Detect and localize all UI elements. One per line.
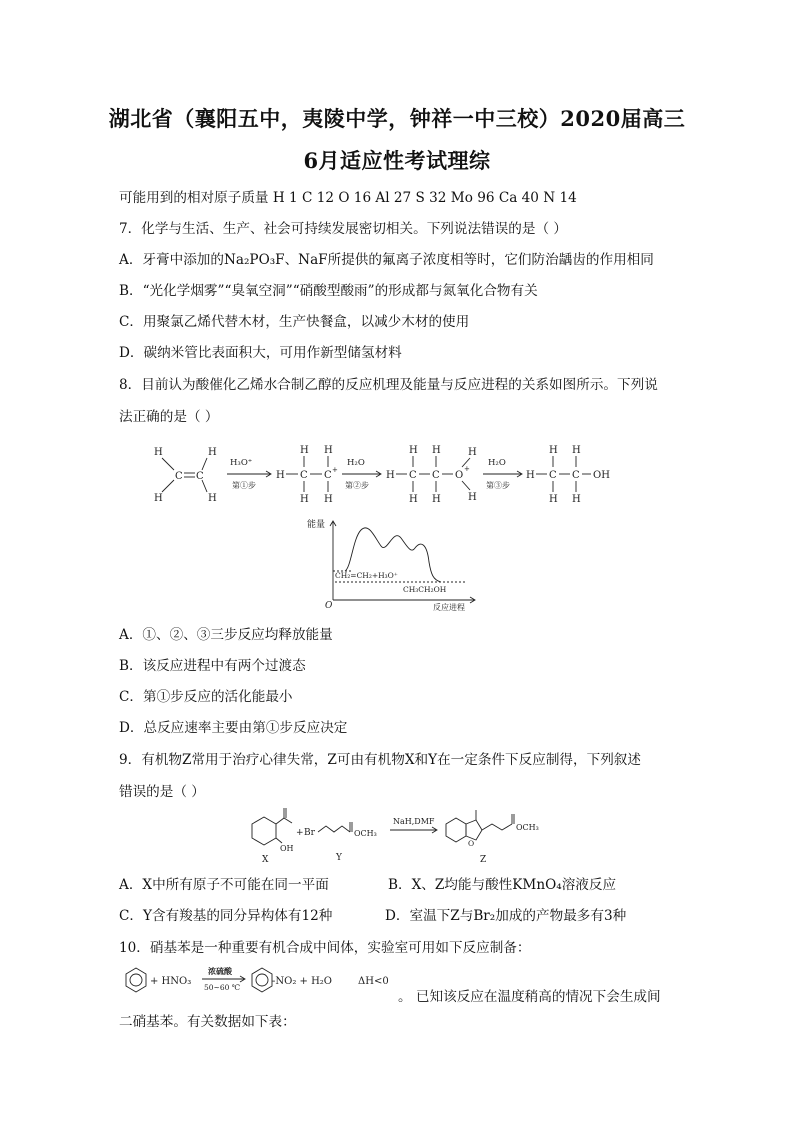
q7-stem: 7．化学与生活、生产、社会可持续发展密切相关。下列说法错误的是（ ） [119, 221, 567, 237]
svg-text:C: C [549, 470, 557, 481]
q10-line-2: 二硝基苯。有关数据如下表： [119, 1014, 296, 1030]
svg-text:C: C [300, 470, 308, 481]
enthalpy-label: ΔH<0 [358, 976, 389, 987]
x-label: X [262, 855, 269, 865]
step2-label: 第②步 [345, 481, 369, 490]
energy-axis-label: 能量 [307, 520, 326, 530]
product-nitro-water: -NO₂ + H₂O [272, 976, 332, 987]
svg-text:H: H [208, 447, 217, 458]
y-bromine: Br [304, 828, 315, 838]
product-label: CH₃CH₂OH [403, 585, 447, 594]
y-label: Y [336, 853, 342, 863]
svg-text:H: H [324, 445, 333, 456]
q9-stem-line-2: 错误的是（ ） [119, 784, 205, 800]
q8-option-b: B．该反应进程中有两个过渡态 [119, 658, 306, 674]
q8-option-d: D．总反应速率主要由第①步反应决定 [119, 720, 348, 736]
z-methoxy: OCH₃ [516, 823, 539, 832]
svg-text:H: H [154, 447, 163, 458]
svg-text:C: C [196, 471, 204, 482]
svg-text:+: + [464, 465, 470, 473]
step1-label: 第①步 [232, 481, 256, 490]
q8-stem-line-2: 法正确的是（ ） [119, 409, 219, 425]
svg-text:H: H [276, 470, 285, 481]
step3-label: 第③步 [486, 481, 510, 490]
q7-option-b: B．“光化学烟雾”“臭氧空洞”“硝酸型酸雨”的形成都与氮氧化合物有关 [119, 283, 538, 299]
q9-option-d: D．室温下Z与Br₂加成的产物最多有3种 [385, 908, 627, 924]
svg-text:H: H [154, 493, 163, 504]
svg-text:+: + [296, 828, 304, 838]
svg-text:C: C [409, 470, 417, 481]
svg-text:H: H [300, 445, 309, 456]
q9-reaction-scheme [240, 802, 580, 866]
svg-text:C: C [572, 470, 580, 481]
compound-x [252, 808, 294, 865]
svg-text:H: H [324, 494, 333, 505]
origin-label: O [325, 601, 333, 611]
nitration-reaction [120, 962, 420, 996]
temperature-label: 50~60 ℃ [204, 983, 241, 992]
step3-reagent: H₂O [488, 458, 506, 468]
nitric-acid: + HNO₃ [150, 976, 192, 987]
svg-text:H: H [432, 445, 441, 456]
svg-text:H: H [208, 493, 217, 504]
svg-text:H: H [300, 494, 309, 505]
svg-text:H: H [468, 447, 477, 458]
atomic-masses: 可能用到的相对原子质量 H 1 C 12 O 16 Al 27 S 32 Mo 96 Ca 40 N 14 [119, 190, 577, 206]
svg-text:H: H [468, 492, 477, 503]
q7-option-a: A．牙膏中添加的Na₂PO₃F、NaF所提供的氟离子浓度相等时，它们防治龋齿的作用相同 [119, 252, 654, 268]
q10-stem-tail: 。 已知该反应在温度稍高的情况下会生成间 [398, 989, 661, 1005]
svg-text:H: H [572, 494, 581, 505]
svg-text:H: H [572, 445, 581, 456]
svg-text:O: O [455, 470, 464, 481]
q9-option-b: B．X、Z均能与酸性KMnO₄溶液反应 [388, 877, 617, 893]
svg-text:H: H [409, 445, 418, 456]
catalyst-label: 浓硫酸 [208, 966, 232, 976]
svg-text:+: + [332, 466, 338, 474]
q8-mechanism-scheme [140, 438, 620, 520]
step1-reagent: H₃O⁺ [230, 458, 253, 468]
svg-text:H: H [549, 494, 558, 505]
q8-option-a: A．①、②、③三步反应均释放能量 [119, 627, 333, 643]
svg-text:H: H [549, 445, 558, 456]
carbocation-structure [276, 445, 338, 505]
compound-z [446, 810, 539, 865]
svg-text:C: C [175, 471, 183, 482]
energy-diagram [305, 516, 485, 614]
hydroxyl-label: OH [593, 470, 610, 481]
q7-option-c: C．用聚氯乙烯代替木材，生产快餐盒，以减少木材的使用 [119, 314, 470, 330]
svg-text:H: H [432, 494, 441, 505]
q7-option-d: D．碳纳米管比表面积大，可用作新型储氢材料 [119, 345, 402, 361]
q8-stem-line-1: 8．目前认为酸催化乙烯水合制乙醇的反应机理及能量与反应进程的关系如图所示。下列说 [119, 377, 658, 393]
ethanol-structure [526, 445, 610, 505]
title-line-2: 6月适应性考试理综 [303, 148, 491, 173]
oxonium-structure [386, 445, 477, 505]
q9-reagent: NaH,DMF [393, 817, 435, 826]
q9-stem-line-1: 9．有机物Z常用于治疗心律失常，Z可由有机物X和Y在一定条件下反应制得，下列叙述 [119, 752, 641, 768]
q8-option-c: C．第①步反应的活化能最小 [119, 689, 293, 705]
q9-option-c: C．Y含有羧基的同分异构体有12种 [119, 908, 333, 924]
z-label: Z [480, 855, 487, 865]
y-methoxy: OCH₃ [354, 829, 377, 838]
title-line-1: 湖北省（襄阳五中，夷陵中学，钟祥一中三校）2020届高三 [108, 106, 686, 131]
q9-option-a: A．X中所有原子不可能在同一平面 [119, 877, 329, 893]
benzene-ring-right [252, 968, 272, 992]
ethylene-structure [154, 447, 217, 504]
svg-text:H: H [409, 494, 418, 505]
x-hydroxyl: OH [280, 844, 294, 853]
step2-reagent: H₂O [347, 458, 365, 468]
z-furan-oxygen: O [468, 839, 475, 848]
compound-y [304, 822, 377, 863]
svg-text:C: C [324, 470, 332, 481]
q10-stem: 10．硝基苯是一种重要有机合成中间体，实验室可用如下反应制备： [119, 940, 531, 956]
svg-text:H: H [526, 470, 535, 481]
benzene-ring-left [126, 968, 146, 992]
progress-axis-label: 反应进程 [433, 603, 465, 612]
reactant-label: CH₂=CH₂+H₃O⁺ [335, 571, 398, 580]
svg-text:C: C [432, 470, 440, 481]
svg-text:H: H [386, 470, 395, 481]
